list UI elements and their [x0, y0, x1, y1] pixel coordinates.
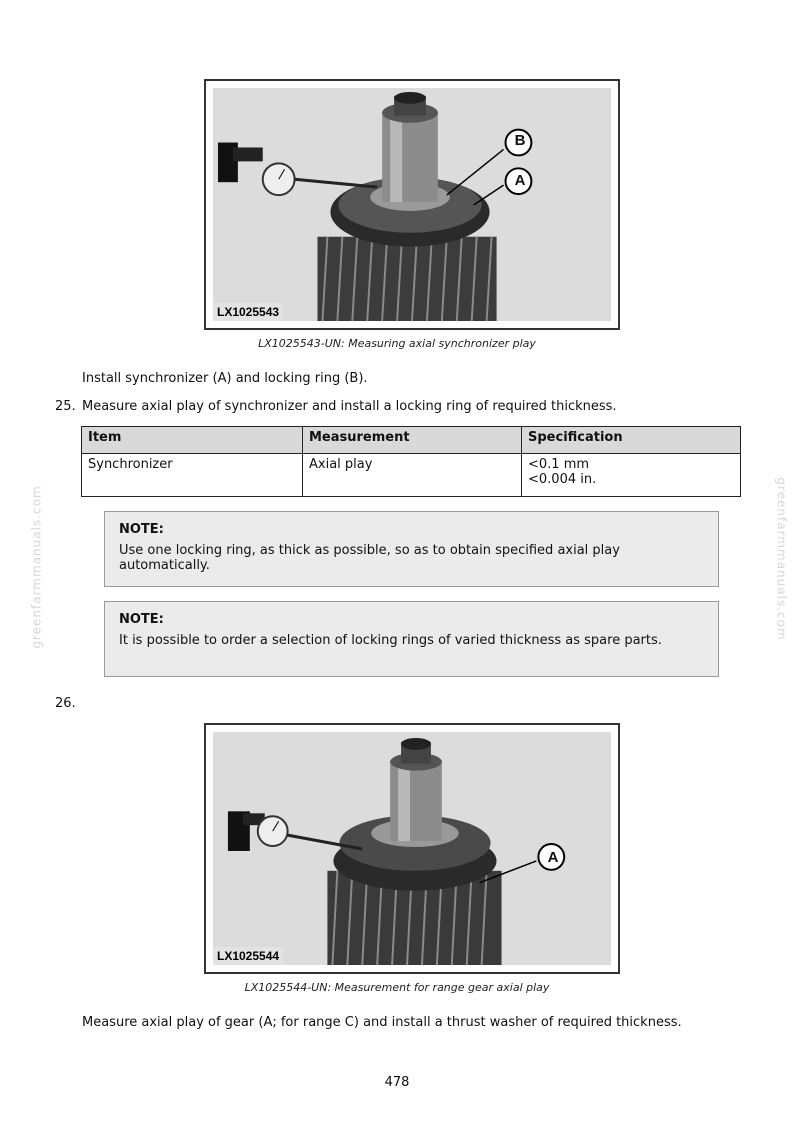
header-specification: Specification: [522, 427, 741, 454]
figure-2-id: LX1025544: [213, 947, 283, 965]
figure-1-photo: [213, 88, 611, 321]
callout-a-label: A: [547, 849, 559, 866]
table-header-row: [82, 427, 741, 454]
step-25-number: 25.: [55, 399, 76, 414]
figure-1-id: LX1025543: [213, 303, 283, 321]
spec-metric: <0.1 mm: [528, 457, 590, 472]
note-2-text: It is possible to order a selection of locking rings of varied thickness as spare parts.: [119, 633, 662, 648]
step-26-text: Measure axial play of gear (A; for range C) and install a thrust washer of required thickness.: [82, 1015, 682, 1030]
figure-2-caption: LX1025544-UN: Measurement for range gear axial play: [244, 981, 550, 994]
step-26-number: 26.: [55, 696, 76, 711]
figure-2-photo: [213, 732, 611, 965]
spec-imperial: <0.004 in.: [528, 472, 597, 487]
note-2-title: NOTE:: [119, 612, 164, 627]
note-1-title: NOTE:: [119, 522, 164, 537]
watermark-left: greenfarmmanuals.com: [29, 485, 44, 649]
figure-1-caption: LX1025543-UN: Measuring axial synchronizer play: [258, 337, 536, 350]
note-1-text: Use one locking ring, as thick as possible, so as to obtain specified axial play automatically.: [119, 543, 620, 573]
cell-measurement: Axial play: [303, 454, 522, 497]
watermark-right: greenfarmmanuals.com: [774, 477, 789, 641]
callout-b-label: B: [514, 132, 526, 149]
note-box-1: [104, 511, 719, 587]
header-item: Item: [82, 427, 303, 454]
step-25-text: Measure axial play of synchronizer and install a locking ring of required thickness.: [82, 399, 617, 414]
header-measurement: Measurement: [303, 427, 522, 454]
figure-1: [204, 79, 620, 330]
table-row: [82, 454, 741, 497]
spec-table: [81, 426, 741, 497]
synchronizer-illustration: [213, 88, 611, 321]
cell-specification: [522, 454, 741, 497]
page-number: 478: [384, 1075, 410, 1090]
cell-item: Synchronizer: [82, 454, 303, 497]
install-instruction: Install synchronizer (A) and locking ring (B).: [82, 371, 368, 386]
callout-a-label: A: [514, 172, 526, 189]
note-box-2: [104, 601, 719, 677]
figure-2: [204, 723, 620, 974]
